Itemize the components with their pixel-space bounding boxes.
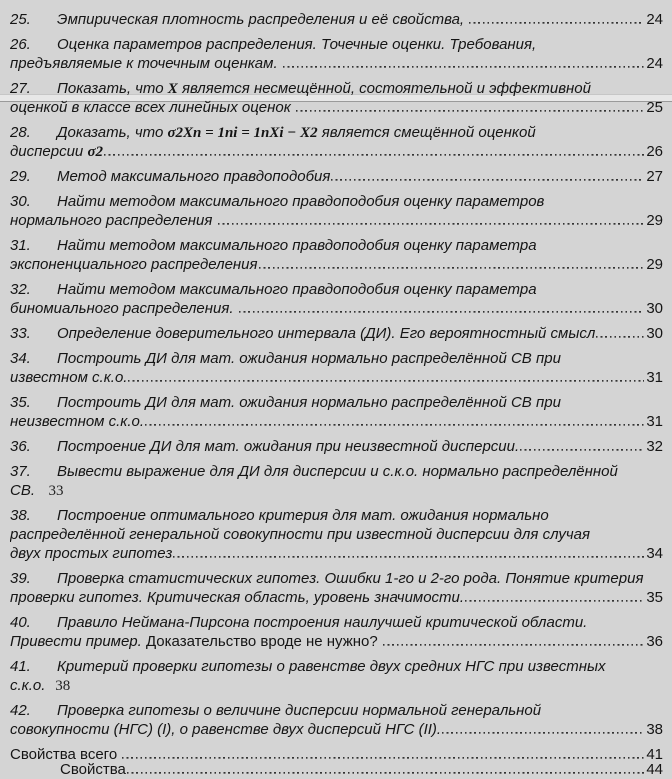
toc-line xyxy=(10,299,663,318)
dot-leader xyxy=(296,110,644,112)
dot-leader xyxy=(173,556,644,558)
toc-entry-number: 37. xyxy=(10,463,31,480)
toc-entry[interactable] xyxy=(10,506,663,563)
toc-line xyxy=(10,525,663,544)
toc-line xyxy=(10,393,663,412)
toc-text-segment: Свойства всего xyxy=(10,746,122,763)
toc-entry-number: 25. xyxy=(10,11,31,28)
page-number: 31 xyxy=(646,413,663,430)
toc-text-segment: Найти методом максимального правдоподобия оценку параметров xyxy=(57,193,545,210)
toc-line xyxy=(10,569,663,588)
toc-line xyxy=(10,481,663,500)
toc-entry-partial[interactable] xyxy=(10,760,663,779)
toc-entry-number: 35. xyxy=(10,394,31,411)
toc-line xyxy=(10,368,663,387)
toc-line xyxy=(10,280,663,299)
toc-text-segment: совокупности (НГС) (I), о равенстве двух дисперсий НГС (II). xyxy=(10,721,442,738)
toc-line xyxy=(10,760,663,779)
toc-line xyxy=(10,657,663,676)
dot-leader xyxy=(128,380,644,382)
toc-entry-number: 40. xyxy=(10,614,31,631)
toc-entry-number: 42. xyxy=(10,702,31,719)
toc-text-segment: распределённой генеральной совокупности при известной дисперсии для случая xyxy=(10,526,590,543)
toc-entry-number: 33. xyxy=(10,325,31,342)
toc-entry-number: 36. xyxy=(10,438,31,455)
dot-leader xyxy=(331,179,644,181)
dot-leader xyxy=(283,66,645,68)
toc-text-segment: Найти методом максимального правдоподобия оценку параметра xyxy=(57,281,537,298)
toc-text-segment: СВ. xyxy=(10,482,36,499)
toc-text-segment: с.к.о. xyxy=(10,677,46,694)
toc-line xyxy=(10,255,663,274)
dot-leader xyxy=(596,336,644,338)
page-number: 24 xyxy=(646,11,663,28)
toc-entry[interactable] xyxy=(10,10,663,29)
dot-leader xyxy=(127,772,644,774)
dot-leader xyxy=(520,449,644,451)
toc-line xyxy=(10,701,663,720)
toc-text-segment: известном с.к.о. xyxy=(10,369,128,386)
toc-entry[interactable] xyxy=(10,393,663,431)
page-number: 25 xyxy=(646,99,663,116)
toc-entry-number: 26. xyxy=(10,36,31,53)
toc-entry-number: 41. xyxy=(10,658,31,675)
toc-entry[interactable] xyxy=(10,613,663,651)
page-number: 36 xyxy=(646,633,663,650)
toc-line xyxy=(10,462,663,481)
toc-entry[interactable] xyxy=(10,701,663,739)
toc-line xyxy=(10,676,663,695)
toc-text-segment: биномиального распределения. xyxy=(10,300,238,317)
toc-line xyxy=(10,544,663,563)
toc-entry[interactable] xyxy=(10,236,663,274)
page-number: 29 xyxy=(646,212,663,229)
page-number: 30 xyxy=(646,300,663,317)
toc-line xyxy=(10,506,663,525)
toc-line xyxy=(10,98,663,117)
page-number: 30 xyxy=(646,325,663,342)
toc-line xyxy=(10,35,663,54)
page-number: 35 xyxy=(646,589,663,606)
toc-text-segment: Построение ДИ для мат. ожидания при неизвестной дисперсии. xyxy=(57,438,520,455)
inline-page-number: 33 xyxy=(41,483,64,499)
toc-text-segment: проверки гипотез. Критическая область, уровень значимости. xyxy=(10,589,465,606)
toc-line xyxy=(10,412,663,431)
toc-text-segment: Показать, что xyxy=(57,80,168,97)
math-expression: X xyxy=(167,81,178,97)
toc-text-segment: Правило Неймана-Пирсона построения наилучшей критической области. xyxy=(57,614,588,631)
toc-entry[interactable] xyxy=(10,167,663,186)
math-expression: σ2 xyxy=(87,144,104,160)
toc-entry-number: 39. xyxy=(10,570,31,587)
toc-text-segment: Определение доверительного интервала (ДИ). Его вероятностный смысл xyxy=(57,325,596,342)
toc-entry-number: 27. xyxy=(10,80,31,97)
toc-line xyxy=(10,192,663,211)
toc-line xyxy=(10,167,663,186)
toc-entry[interactable] xyxy=(10,349,663,387)
toc-text-segment: Оценка параметров распределения. Точечные оценки. Требования, xyxy=(57,36,537,53)
toc-line xyxy=(10,79,663,98)
toc-line xyxy=(10,613,663,632)
toc-text-segment: предъявляемые к точечным оценкам. xyxy=(10,55,282,72)
toc-entry-number: 28. xyxy=(10,124,31,141)
toc-entry[interactable] xyxy=(10,437,663,456)
toc-entry[interactable] xyxy=(10,462,663,500)
toc-text-segment: Свойства xyxy=(10,761,126,778)
page-number: 27 xyxy=(646,168,663,185)
math-expression: σ2Xn = 1ni = 1nXi − X2 xyxy=(167,125,318,141)
toc-text-segment: Проверка гипотезы о величине дисперсии нормальной генеральной xyxy=(57,702,542,719)
toc-entry-number: 29. xyxy=(10,168,31,185)
dot-leader xyxy=(442,732,644,734)
toc-entry[interactable] xyxy=(10,123,663,161)
dot-leader xyxy=(239,311,645,313)
toc-entry[interactable] xyxy=(10,192,663,230)
toc-entry[interactable] xyxy=(10,324,663,343)
toc-line xyxy=(10,54,663,73)
dot-leader xyxy=(465,600,644,602)
toc-text-segment: Привести пример. xyxy=(10,633,142,650)
toc-text-segment: Эмпирическая плотность распределения и её свойства, xyxy=(57,11,469,28)
toc-text-segment: является несмещённой, состоятельной и эффективной xyxy=(177,80,591,97)
page-number: 31 xyxy=(646,369,663,386)
toc-line xyxy=(10,437,663,456)
toc-line xyxy=(10,211,663,230)
toc-text-segment: двух простых гипотез xyxy=(10,545,173,562)
toc-text-segment: нормального распределения xyxy=(10,212,217,229)
toc-text-segment: Построить ДИ для мат. ожидания нормально распределённой СВ при xyxy=(57,394,561,411)
dot-leader xyxy=(469,22,644,24)
dot-leader xyxy=(259,267,645,269)
toc-line xyxy=(10,588,663,607)
page-number: 34 xyxy=(646,545,663,562)
toc-text-segment: оценкой в классе всех линейных оценок xyxy=(10,99,295,116)
page-number: 24 xyxy=(646,55,663,72)
toc-line xyxy=(10,123,663,142)
dot-leader xyxy=(145,424,644,426)
toc-line xyxy=(10,142,663,161)
page-number: 41 xyxy=(646,746,663,763)
toc-text-segment: Доказать, что xyxy=(57,124,168,141)
page-number: 44 xyxy=(646,761,663,778)
toc-text-segment: Построение оптимального критерия для мат. ожидания нормально xyxy=(57,507,549,524)
toc-text-segment: Построить ДИ для мат. ожидания нормально распределённой СВ при xyxy=(57,350,561,367)
toc-text-segment: дисперсии xyxy=(10,143,88,160)
toc-line xyxy=(10,720,663,739)
toc-text-segment: Доказательство вроде не нужно? xyxy=(141,633,382,650)
dot-leader xyxy=(383,644,644,646)
toc-entry[interactable] xyxy=(10,657,663,695)
toc-entry-number: 31. xyxy=(10,237,31,254)
toc-entry[interactable] xyxy=(10,35,663,73)
inline-page-number: 38 xyxy=(51,678,71,694)
toc-line xyxy=(10,236,663,255)
toc-line xyxy=(10,10,663,29)
toc-line xyxy=(10,324,663,343)
toc-text-segment: Критерий проверки гипотезы о равенстве двух средних НГС при известных xyxy=(57,658,606,675)
page-number: 32 xyxy=(646,438,663,455)
page-number: 29 xyxy=(646,256,663,273)
toc-text-segment: Вывести выражение для ДИ для дисперсии и с.к.о. нормально распределённой xyxy=(57,463,618,480)
toc-text-segment: неизвестном с.к.о. xyxy=(10,413,145,430)
toc-entry[interactable] xyxy=(10,569,663,607)
toc-text-segment: Проверка статистических гипотез. Ошибки 1-го и 2-го рода. Понятие критерия xyxy=(57,570,644,587)
page-number: 38 xyxy=(646,721,663,738)
dot-leader xyxy=(104,154,644,156)
toc-line xyxy=(10,349,663,368)
toc-entry[interactable] xyxy=(10,79,663,117)
toc-text-segment: является смещённой оценкой xyxy=(317,124,536,141)
toc-text-segment: экспоненциального распределения xyxy=(10,256,258,273)
toc-line xyxy=(10,632,663,651)
toc-text-segment: Найти методом максимального правдоподобия оценку параметра xyxy=(57,237,537,254)
toc-entry-number: 30. xyxy=(10,193,31,210)
toc-entry-number: 34. xyxy=(10,350,31,367)
toc-entry[interactable] xyxy=(10,280,663,318)
toc-text-segment: Метод максимального правдоподобия xyxy=(57,168,331,185)
toc-entry-number: 38. xyxy=(10,507,31,524)
toc-entry-number: 32. xyxy=(10,281,31,298)
dot-leader xyxy=(218,223,645,225)
page-number: 26 xyxy=(646,143,663,160)
